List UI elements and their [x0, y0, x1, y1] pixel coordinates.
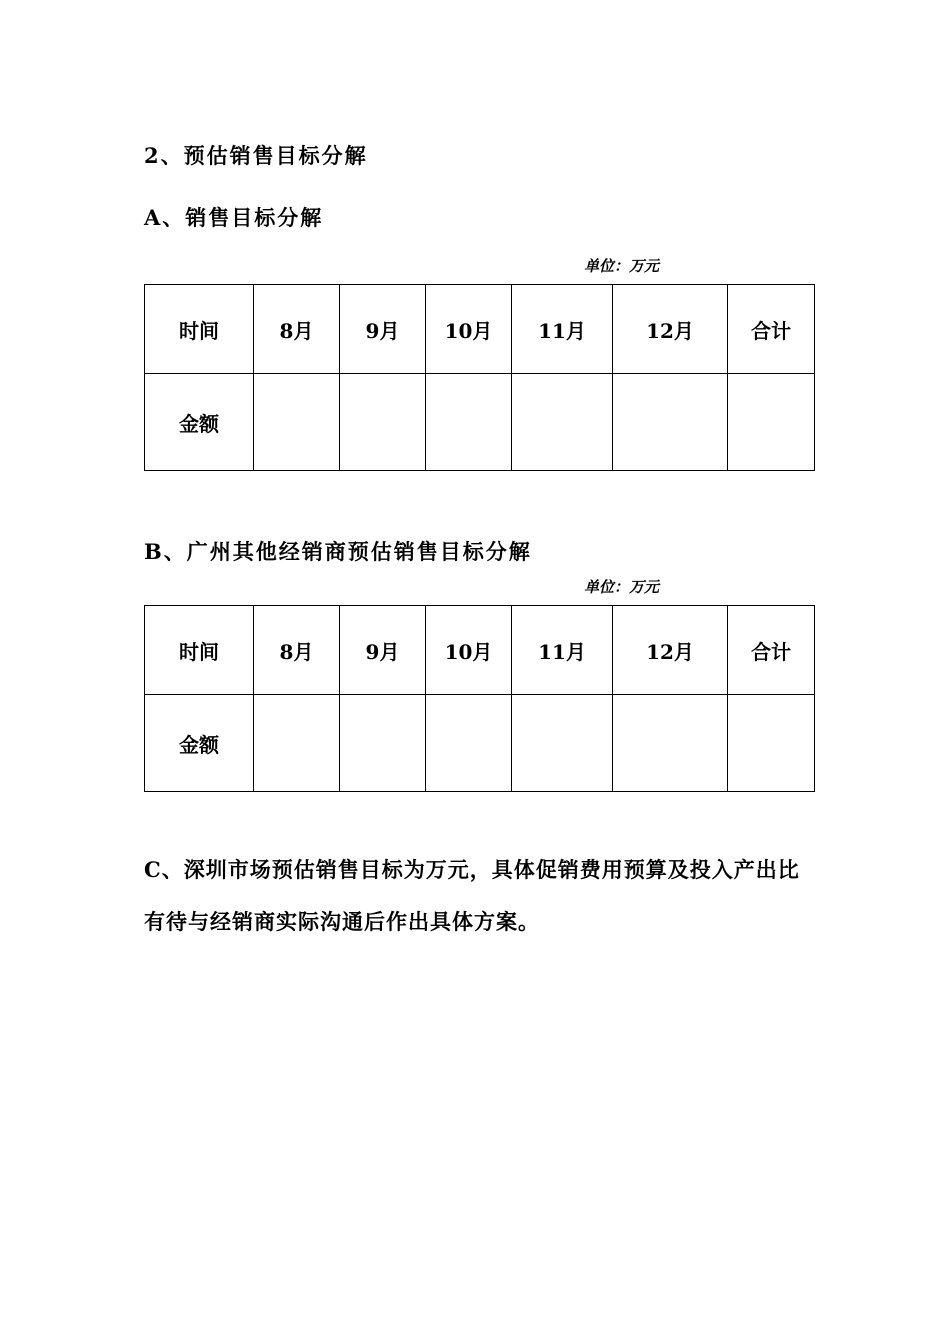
header-cell-aug: 8月	[254, 606, 340, 695]
amount-cell-oct	[426, 695, 512, 792]
amount-cell-aug	[254, 374, 340, 471]
table-header-row	[145, 606, 815, 695]
header-cell-dec: 12月	[613, 606, 728, 695]
header-cell-dec: 12月	[613, 285, 728, 374]
header-cell-nov: 11月	[512, 285, 613, 374]
part-c-paragraph	[144, 844, 824, 948]
amount-cell-total	[728, 374, 815, 471]
header-cell-aug: 8月	[254, 285, 340, 374]
section-heading: 2、预估销售目标分解	[144, 143, 368, 168]
amount-cell-nov	[512, 374, 613, 471]
amount-cell-aug	[254, 695, 340, 792]
part-a-heading: A、销售目标分解	[144, 205, 324, 230]
header-cell-oct: 10月	[426, 606, 512, 695]
amount-cell-total	[728, 695, 815, 792]
amount-cell-dec	[613, 374, 728, 471]
table-row-amount	[145, 695, 815, 792]
header-cell-nov: 11月	[512, 606, 613, 695]
part-b-heading: B、广州其他经销商预估销售目标分解	[144, 539, 532, 564]
part-b-table	[144, 605, 815, 792]
row-label-amount: 金额	[145, 374, 254, 471]
header-cell-oct: 10月	[426, 285, 512, 374]
table-row-amount	[145, 374, 815, 471]
part-a-table	[144, 284, 815, 471]
part-c-line-1: C、深圳市场预估销售目标为万元，具体促销费用预算及投入产出比	[144, 857, 800, 882]
amount-cell-dec	[613, 695, 728, 792]
part-b-unit-label: 单位：万元	[584, 578, 660, 596]
header-cell-time: 时间	[145, 606, 254, 695]
amount-cell-nov	[512, 695, 613, 792]
amount-cell-sep	[340, 374, 426, 471]
part-c-line-2: 有待与经销商实际沟通后作出具体方案。	[144, 909, 540, 934]
header-cell-total: 合计	[728, 606, 815, 695]
part-a-unit-label: 单位：万元	[584, 257, 660, 275]
header-cell-time: 时间	[145, 285, 254, 374]
header-cell-sep: 9月	[340, 606, 426, 695]
table-header-row	[145, 285, 815, 374]
amount-cell-sep	[340, 695, 426, 792]
header-cell-sep: 9月	[340, 285, 426, 374]
amount-cell-oct	[426, 374, 512, 471]
header-cell-total: 合计	[728, 285, 815, 374]
row-label-amount: 金额	[145, 695, 254, 792]
